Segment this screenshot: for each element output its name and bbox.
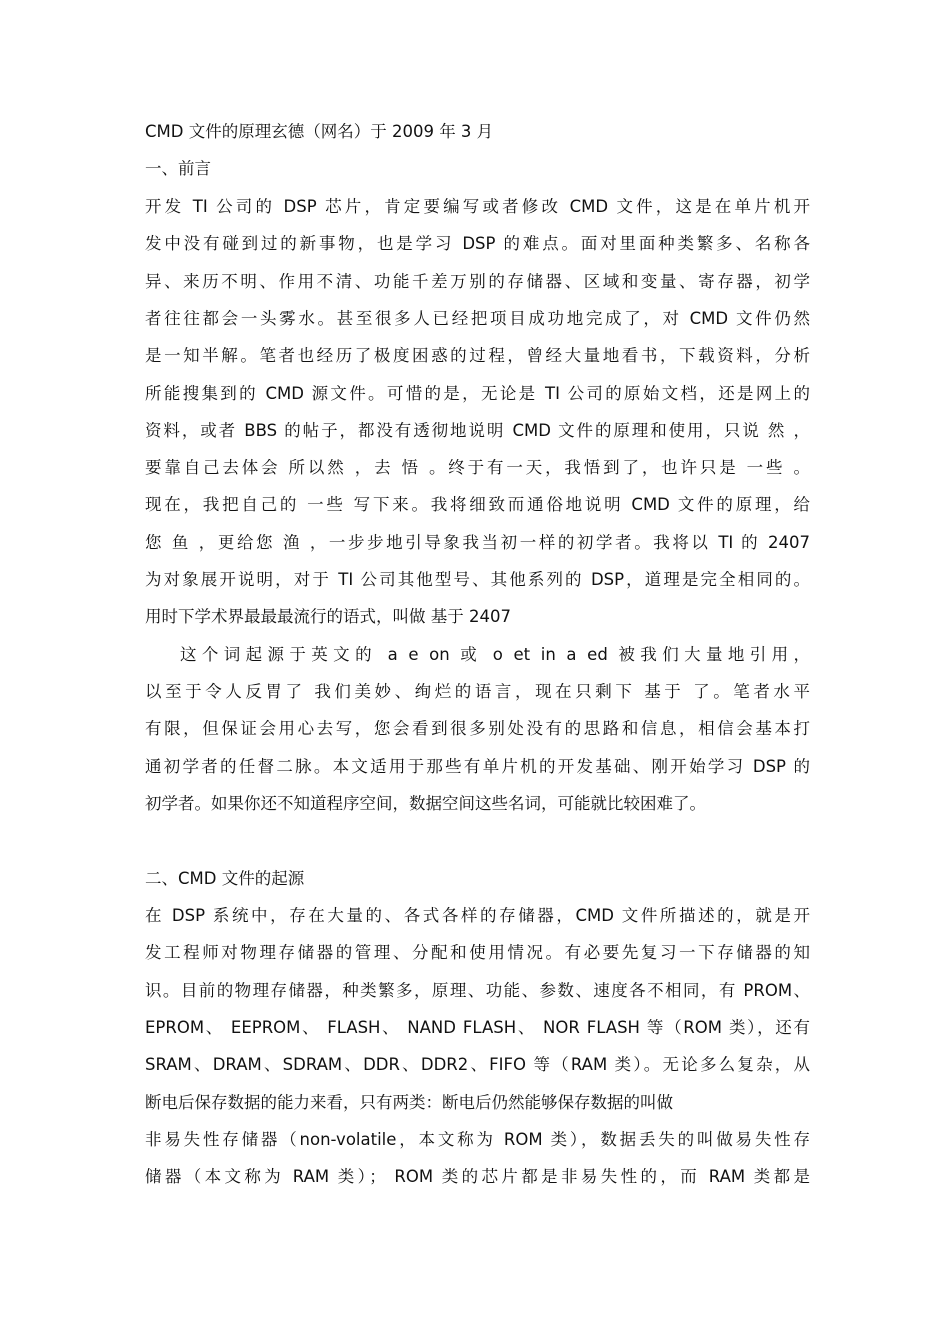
paragraph-line: 识。目前的物理存储器，种类繁多，原理、功能、参数、速度各不相同，有 PROM、 — [145, 981, 810, 1000]
paragraph-line: 初学者。如果你还不知道程序空间，数据空间这些名词，可能就比较困难了。 — [145, 794, 706, 813]
paragraph-line: 这个词起源于英文的 a e on 或 o et in a ed 被我们大量地引用， — [180, 645, 810, 664]
paragraph-line: 以至于令人反胃了 我们美妙、绚烂的语言，现在只剩下 基于 了。笔者水平 — [145, 682, 810, 701]
paragraph-line: 异、来历不明、作用不清、功能千差万别的存储器、区域和变量、寄存器，初学 — [145, 272, 810, 291]
paragraph-line: 发工程师对物理存储器的管理、分配和使用情况。有必要先复习一下存储器的知 — [145, 943, 810, 962]
paragraph-line: 现在，我把自己的 一些 写下来。我将细致而通俗地说明 CMD 文件的原理，给 — [145, 495, 810, 514]
paragraph-line: 用时下学术界最最最流行的语式，叫做 基于 2407 — [145, 607, 511, 626]
paragraph-line: 您 鱼 ，更给您 渔 ，一步步地引导象我当初一样的初学者。我将以 TI 的 2407 — [145, 533, 810, 552]
paragraph-line: EPROM、 EEPROM、 FLASH、 NAND FLASH、 NOR FLASH 等（ROM 类），还有 — [145, 1018, 810, 1037]
paragraph-line: 储器（本文称为 RAM 类）； ROM 类的芯片都是非易失性的，而 RAM 类都是 — [145, 1167, 810, 1186]
paragraph-line: 发中没有碰到过的新事物，也是学习 DSP 的难点。面对里面种类繁多、名称各 — [145, 234, 810, 253]
paragraph-line: 者往往都会一头雾水。甚至很多人已经把项目成功地完成了，对 CMD 文件仍然 — [145, 309, 810, 328]
paragraph-line: 是一知半解。笔者也经历了极度困惑的过程，曾经大量地看书，下载资料，分析 — [145, 346, 810, 365]
paragraph-line: 在 DSP 系统中，存在大量的、各式各样的存储器，CMD 文件所描述的，就是开 — [145, 906, 810, 925]
paragraph-line: SRAM、DRAM、SDRAM、DDR、DDR2、FIFO 等（RAM 类）。无论多么复杂，从 — [145, 1055, 810, 1074]
paragraph-line: 资料，或者 BBS 的帖子，都没有透彻地说明 CMD 文件的原理和使用，只说 然 ， — [145, 421, 810, 440]
paragraph-line: 通初学者的任督二脉。本文适用于那些有单片机的开发基础、刚开始学习 DSP 的 — [145, 757, 810, 776]
paragraph-line: 所能搜集到的 CMD 源文件。可惜的是，无论是 TI 公司的原始文档，还是网上的 — [145, 384, 810, 403]
document-title-line: CMD 文件的原理玄德（网名）于 2009 年 3 月 — [145, 122, 494, 141]
paragraph-line: 开发 TI 公司的 DSP 芯片，肯定要编写或者修改 CMD 文件，这是在单片机开 — [145, 197, 810, 216]
paragraph-line: 断电后保存数据的能力来看，只有两类：断电后仍然能够保存数据的叫做 — [145, 1093, 673, 1112]
section-heading-origin: 二、CMD 文件的起源 — [145, 869, 305, 888]
section-heading-foreword: 一、前言 — [145, 159, 211, 178]
paragraph-line: 要靠自己去体会 所以然 ，去 悟 。终于有一天，我悟到了，也许只是 一些 。 — [145, 458, 810, 477]
paragraph-line: 有限，但保证会用心去写，您会看到很多别处没有的思路和信息，相信会基本打 — [145, 719, 810, 738]
paragraph-line: 为对象展开说明，对于 TI 公司其他型号、其他系列的 DSP，道理是完全相同的。 — [145, 570, 810, 589]
paragraph-line: 非易失性存储器（non-volatile，本文称为 ROM 类），数据丢失的叫做易失性存 — [145, 1130, 810, 1149]
